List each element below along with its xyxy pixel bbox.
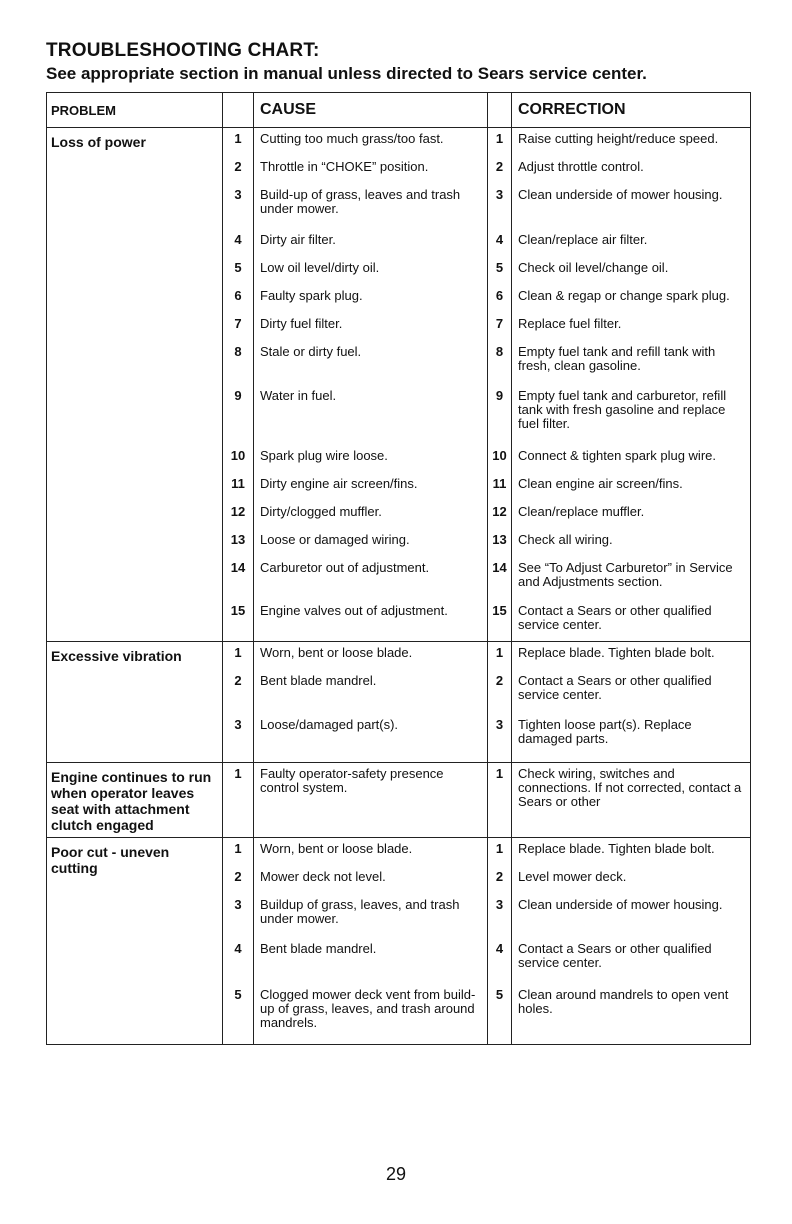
cause-column (254, 128, 488, 642)
correction-number: 7 (495, 316, 504, 331)
problem-text: Loss of power (51, 134, 146, 150)
cause-text: Dirty/clogged muffler. (260, 504, 382, 519)
cause-text: Water in fuel. (260, 388, 337, 403)
cause-number: 3 (234, 187, 242, 202)
cause-text: Faulty operator-safety presence control system. (260, 766, 444, 795)
cause-text: Dirty fuel filter. (260, 316, 343, 331)
cause-number: 14 (230, 560, 246, 575)
cause-number: 5 (234, 260, 242, 275)
correction-number: 1 (495, 131, 504, 146)
table-row (47, 128, 751, 642)
cause-number: 2 (234, 673, 242, 688)
correction-number-column (488, 838, 512, 1045)
correction-text: Replace blade. Tighten blade bolt. (518, 841, 715, 856)
correction-number: 5 (495, 260, 504, 275)
correction-text: Adjust throttle control. (518, 159, 644, 174)
problem-cell (47, 128, 223, 642)
cause-number: 2 (234, 159, 242, 174)
correction-number: 4 (495, 232, 504, 247)
cause-text: Dirty air filter. (260, 232, 336, 247)
cause-column (254, 642, 488, 763)
cause-number: 7 (234, 316, 242, 331)
cause-column (254, 838, 488, 1045)
cause-number-column (223, 838, 254, 1045)
correction-number-column (488, 128, 512, 642)
cause-text: Bent blade mandrel. (260, 673, 377, 688)
correction-number: 3 (495, 717, 504, 732)
cause-text: Bent blade mandrel. (260, 941, 377, 956)
cause-number: 4 (234, 941, 242, 956)
cause-text: Spark plug wire loose. (260, 448, 388, 463)
cause-number: 1 (234, 131, 242, 146)
cause-number: 6 (234, 288, 242, 303)
cause-column (254, 763, 488, 838)
correction-number: 3 (495, 897, 504, 912)
table-body (47, 128, 751, 1045)
cause-number: 2 (234, 869, 242, 884)
cause-number: 4 (234, 232, 242, 247)
cause-text: Carburetor out of adjustment. (260, 560, 430, 575)
correction-text: Clean underside of mower housing. (518, 897, 723, 912)
correction-text: Check all wiring. (518, 532, 613, 547)
cause-text: Clogged mower deck vent from build-up of grass, leaves, and trash around mandrels. (260, 987, 476, 1030)
correction-text: Clean/replace muffler. (518, 504, 645, 519)
cause-text: Worn, bent or loose blade. (260, 645, 413, 660)
correction-number: 5 (495, 987, 504, 1002)
correction-number: 2 (495, 159, 504, 174)
correction-text: Clean/replace air filter. (518, 232, 648, 247)
correction-column (512, 838, 751, 1045)
correction-text: Replace blade. Tighten blade bolt. (518, 645, 715, 660)
correction-text: Contact a Sears or other qualified service center. (518, 603, 712, 632)
correction-number-column (488, 763, 512, 838)
correction-number: 10 (492, 448, 507, 463)
correction-text: Clean underside of mower housing. (518, 187, 723, 202)
correction-column (512, 128, 751, 642)
correction-text: Tighten loose part(s). Replace damaged parts. (518, 717, 692, 746)
problem-text: Excessive vibration (51, 648, 182, 664)
correction-number-column (488, 642, 512, 763)
table-row (47, 642, 751, 763)
cause-text: Cutting too much grass/too fast. (260, 131, 444, 146)
correction-number: 15 (492, 603, 507, 618)
cause-text: Low oil level/dirty oil. (260, 260, 380, 275)
correction-column (512, 642, 751, 763)
correction-number: 3 (495, 187, 504, 202)
cause-number: 1 (234, 766, 242, 781)
correction-number: 4 (495, 941, 504, 956)
cause-text: Faulty spark plug. (260, 288, 363, 303)
correction-number: 13 (492, 532, 507, 547)
header-correction: CORRECTION (512, 93, 751, 128)
correction-text: Contact a Sears or other qualified service center. (518, 941, 712, 970)
correction-number: 6 (495, 288, 504, 303)
cause-number: 1 (234, 841, 242, 856)
correction-number: 8 (495, 344, 504, 359)
correction-number: 1 (495, 841, 504, 856)
page-title: TROUBLESHOOTING CHART: (46, 40, 320, 61)
problem-text: Engine continues to run when operator leaves seat with attachment clutch engaged (51, 769, 212, 833)
cause-number: 3 (234, 717, 242, 732)
cause-number-column (223, 128, 254, 642)
correction-text: Replace fuel filter. (518, 316, 622, 331)
page-number: 29 (385, 1164, 407, 1184)
troubleshooting-table (46, 92, 751, 1045)
cause-number: 13 (230, 532, 246, 547)
problem-cell (47, 838, 223, 1045)
header-spacer (488, 93, 512, 128)
cause-text: Build-up of grass, leaves and trash under mower. (260, 187, 461, 216)
correction-number: 12 (492, 504, 507, 519)
page-subtitle: See appropriate section in manual unless directed to Sears service center. (46, 64, 647, 83)
problem-cell (47, 763, 223, 838)
cause-number: 1 (234, 645, 242, 660)
problem-text: Poor cut - uneven cutting (51, 844, 170, 876)
cause-text: Worn, bent or loose blade. (260, 841, 413, 856)
correction-number: 1 (495, 766, 504, 781)
cause-number-column (223, 763, 254, 838)
correction-text: Check oil level/change oil. (518, 260, 669, 275)
cause-number: 12 (230, 504, 246, 519)
correction-number: 2 (495, 869, 504, 884)
problem-cell (47, 642, 223, 763)
table-header-row (47, 93, 751, 128)
cause-number: 15 (230, 603, 246, 618)
cause-number: 3 (234, 897, 242, 912)
table-row (47, 838, 751, 1045)
cause-text: Throttle in “CHOKE” position. (260, 159, 429, 174)
header-problem: PROBLEM (47, 93, 223, 128)
correction-text: Level mower deck. (518, 869, 627, 884)
cause-number: 11 (231, 476, 245, 491)
correction-number: 11 (492, 476, 507, 491)
table-row (47, 763, 751, 838)
correction-number: 2 (495, 673, 504, 688)
cause-text: Engine valves out of adjustment. (260, 603, 448, 618)
cause-number: 8 (234, 344, 242, 359)
correction-number: 1 (495, 645, 504, 660)
correction-number: 14 (492, 560, 507, 575)
header-cause: CAUSE (254, 93, 488, 128)
correction-text: Clean & regap or change spark plug. (518, 288, 730, 303)
cause-number: 10 (230, 448, 246, 463)
correction-text: Empty fuel tank and carburetor, refill tank with fresh gasoline and replace fuel filter. (518, 388, 727, 431)
correction-text: Empty fuel tank and refill tank with fresh, clean gasoline. (518, 344, 716, 373)
header-spacer (223, 93, 254, 128)
cause-text: Loose or damaged wiring. (260, 532, 410, 547)
correction-text: See “To Adjust Carburetor” in Service and Adjustments section. (518, 560, 733, 589)
cause-text: Stale or dirty fuel. (260, 344, 362, 359)
correction-text: Connect & tighten spark plug wire. (518, 448, 716, 463)
cause-text: Mower deck not level. (260, 869, 386, 884)
correction-number: 9 (495, 388, 504, 403)
cause-text: Buildup of grass, leaves, and trash under mower. (260, 897, 460, 926)
correction-text: Raise cutting height/reduce speed. (518, 131, 719, 146)
correction-text: Check wiring, switches and connections. If not corrected, contact a Sears or other (518, 766, 742, 809)
cause-text: Dirty engine air screen/fins. (260, 476, 418, 491)
cause-number: 9 (234, 388, 242, 403)
correction-column (512, 763, 751, 838)
correction-text: Contact a Sears or other qualified service center. (518, 673, 712, 702)
cause-number: 5 (234, 987, 242, 1002)
cause-number-column (223, 642, 254, 763)
correction-text: Clean around mandrels to open vent holes. (518, 987, 729, 1016)
cause-text: Loose/damaged part(s). (260, 717, 399, 732)
correction-text: Clean engine air screen/fins. (518, 476, 683, 491)
